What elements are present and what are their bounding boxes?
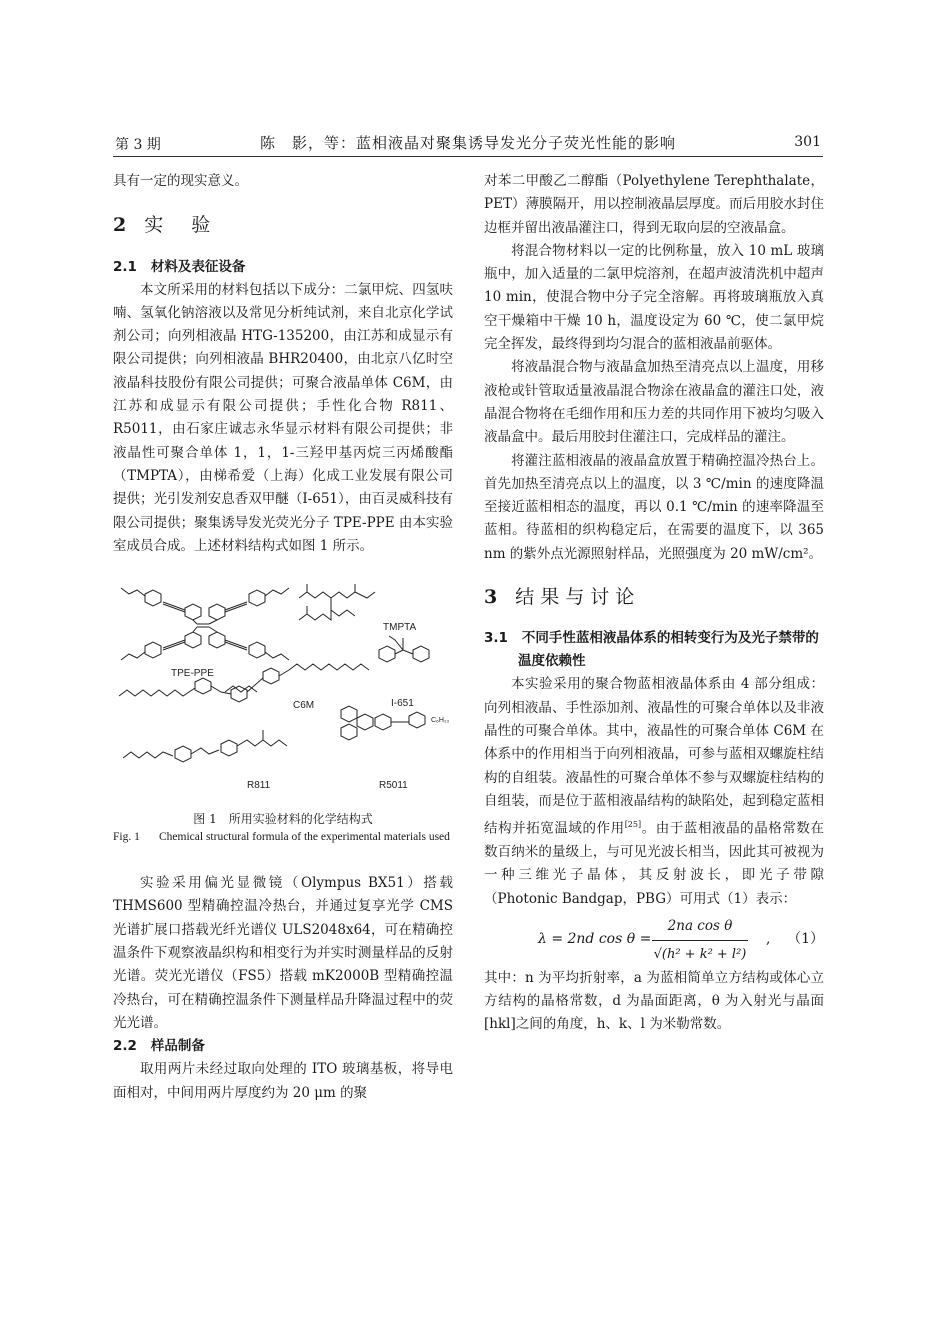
label-tpe-ppe: TPE-PPE	[171, 668, 214, 680]
intro-tail: 具有一定的现实意义。	[113, 173, 248, 189]
left-column	[113, 170, 453, 1105]
subsection-title: 材料及表征设备	[150, 258, 246, 275]
arm-phenyl-ring	[249, 590, 265, 606]
subsection-number: 2.2	[113, 1038, 137, 1055]
issue-number: 第 3 期	[115, 137, 161, 153]
r5011-ring	[341, 706, 357, 722]
materials-paragraph: 本文所采用的材料包括以下成分：二氯甲烷、四氢呋喃、氢氧化钠溶液以及常见分析纯试剂，来自北京化学试剂公司；向列相液晶 HTG-135200，由江苏和成显示有限公司提供；向列相液晶 BHR20400，由北京八亿时空液晶科技股份有限公司提供；可聚合液晶单体 C6M，由江苏和成显示有限公司提供；手性化合物 R811、R5011，由石家庄诚志永华显示材料有限公司提供；非液晶性可聚合单体 1，1，1-三羟甲基丙烷三丙烯酸酯（TMPTA），由梯希爱（上海）化成工业发展有限公司提供；光引发剂安息香双甲醚（I-651），由百灵威科技有限公司提供；聚集诱导发光荧光分子 TPE-PPE 由本实验室成员合成。上述材料结构式如图 1 所示。	[113, 281, 453, 554]
equation-number: （1）	[787, 930, 824, 947]
label-c6m: C6M	[293, 700, 315, 712]
subsection-title: 样品制备	[150, 1038, 205, 1055]
equation-numerator: 2na cos θ	[652, 915, 748, 941]
symbols-paragraph: 其中：n 为平均折射率，a 为蓝相简单立方结构或体心立方结构的晶格常数，d 为晶面距离，θ 为入射光与晶面[hkl]之间的角度，h、k、l 为米勒常数。	[484, 969, 824, 1033]
running-title: 陈 影，等：蓝相液晶对聚集诱导发光分子荧光性能的影响	[259, 134, 676, 152]
subsection-2-1-heading	[113, 256, 453, 279]
arm-phenyl-ring	[249, 642, 265, 658]
running-header	[113, 132, 823, 157]
bpt-text-cont: 。由于蓝相液晶的晶格常数在数百纳米的量级上，与可见光波长相当，因此其可被视为一种三维光子晶体，其反射波长，即光子带隙（Photonic Bandgap，PBG）可用式（1）表示：	[484, 820, 825, 907]
i651-ring	[379, 646, 395, 662]
page-number: 301	[794, 134, 821, 150]
subsection-2-2-heading	[113, 1035, 453, 1058]
equation-lhs: λ = 2nd cos θ =	[538, 930, 652, 947]
filling-paragraph: 将液晶混合物与液晶盒加热至清亮点以上温度，用移液枪或针管取适量液晶混合物涂在液晶盒的灌注口处，液晶混合物将在毛细作用和压力差的共同作用下被均匀吸入液晶盒中。最后用胶封住灌注口，完成样品的灌注。	[484, 359, 824, 446]
r5011-ring	[375, 714, 391, 730]
section-number: 2	[113, 214, 127, 237]
arm-phenyl-ring	[145, 590, 161, 606]
label-alkyl: C₆H₁₃	[431, 717, 450, 725]
r811-ring	[175, 746, 191, 762]
r5011-ring	[357, 714, 373, 730]
label-tmpta: TMPTA	[383, 622, 417, 634]
r5011-ring	[409, 712, 425, 728]
r811-ring	[221, 740, 237, 756]
figure-caption-en	[113, 828, 453, 846]
subsection-3-1-heading	[484, 627, 824, 673]
label-r5011: R5011	[379, 780, 408, 792]
label-i651: I-651	[391, 698, 414, 710]
equipment-paragraph: 实验采用偏光显微镜（Olympus BX51）搭载 THMS600 型精确控温冷热台，并通过复享光学 CMS 光谱扩展口搭载光纤光谱仪 ULS2048x64，可在精确控温条件下观察液晶织构和相变行为并实时测量样品的反射光谱。荧光光谱仪（FS5）搭载 mK2000B 型精确控温冷热台，可在精确控温条件下测量样品升降温过程中的荧光光谱。	[113, 875, 453, 1031]
subsection-number: 2.1	[113, 258, 137, 275]
label-r811: R811	[247, 780, 271, 792]
section-3-heading	[484, 586, 824, 609]
subsection-number: 3.1	[484, 630, 508, 647]
equation-fraction	[652, 915, 748, 967]
c6m-ring	[231, 686, 247, 702]
equation-denominator: √(h² + k² + l²)	[653, 947, 747, 963]
citation: [25]	[624, 820, 642, 830]
c6m-ring	[263, 668, 279, 684]
arm-phenyl-ring	[145, 642, 161, 658]
figure-caption-zh: 图 1 所用实验材料的化学结构式	[193, 812, 373, 827]
section-title: 实验	[144, 214, 239, 237]
tpe-phenyl-ring	[209, 604, 225, 620]
prep-cont-paragraph: 对苯二甲酸乙二醇酯（Polyethylene Terephthalate，PET）薄膜隔开，用以控制液晶层厚度。而后用胶水封住边框并留出液晶灌注口，得到无取向层的空液晶盒。	[484, 173, 824, 236]
section-2-heading	[113, 214, 453, 237]
figure-caption-en-key: Fig. 1	[113, 831, 140, 844]
section-number: 3	[484, 586, 498, 609]
tpe-phenyl-ring	[185, 604, 201, 620]
figure-1	[113, 580, 453, 808]
equation-1	[484, 915, 824, 965]
tpe-phenyl-ring	[185, 632, 201, 648]
figure-caption-en-body: Chemical structural formula of the experimental materials used	[159, 831, 450, 844]
c6m-ring	[195, 678, 211, 694]
sample-prep-paragraph: 取用两片未经过取向处理的 ITO 玻璃基板，将导电面相对，中间用两片厚度约为 20 μm 的聚	[113, 1061, 453, 1101]
bpt-paragraph	[484, 673, 824, 910]
section-title: 结果与讨论	[515, 586, 641, 609]
mixing-paragraph: 将混合物材料以一定的比例称量，放入 10 mL 玻璃瓶中，加入适量的二氯甲烷溶剂，在超声波清洗机中超声 10 min，使混合物中分子完全溶解。再将玻璃瓶放入真空干燥箱中干燥 10 h，温度设定为 60 ℃，使二氯甲烷完全挥发，最终得到均匀混合的蓝相液晶前驱体。	[484, 242, 824, 353]
subsection-title: 不同手性蓝相液晶体系的相转变行为及光子禁带的温度依赖性	[518, 630, 819, 670]
bpt-text: 本实验采用的聚合物蓝相液晶体系由 4 部分组成：向列相液晶、手性添加剂、液晶性的可聚合单体以及非液晶性的可聚合单体。其中，液晶性的可聚合单体 C6M 在体系中的作用相当于向列相液晶，可参与蓝相双螺旋柱结构的自组装。液晶性的可聚合单体不参与双螺旋柱结构的自组装，而是位于蓝相液晶结构的缺陷处，起到稳定蓝相结构并拓宽温域的作用	[484, 676, 824, 837]
tpe-phenyl-ring	[209, 632, 225, 648]
equation-comma: ,	[766, 930, 771, 947]
chemical-structures-diagram	[113, 580, 453, 808]
r5011-ring	[341, 724, 357, 740]
right-column	[484, 170, 824, 1037]
curing-paragraph: 将灌注蓝相液晶的液晶盒放置于精确控温冷热台上。首先加热至清亮点以上的温度，以 3 ℃/min 的速度降温至接近蓝相相态的温度，再以 0.1 ℃/min 的速率降温至蓝相。待蓝相的织构稳定后，在需要的温度下，以 365 nm 的紫外点光源照射样品，光照强度为 20 mW/cm²。	[484, 452, 824, 562]
i651-ring	[413, 646, 429, 662]
